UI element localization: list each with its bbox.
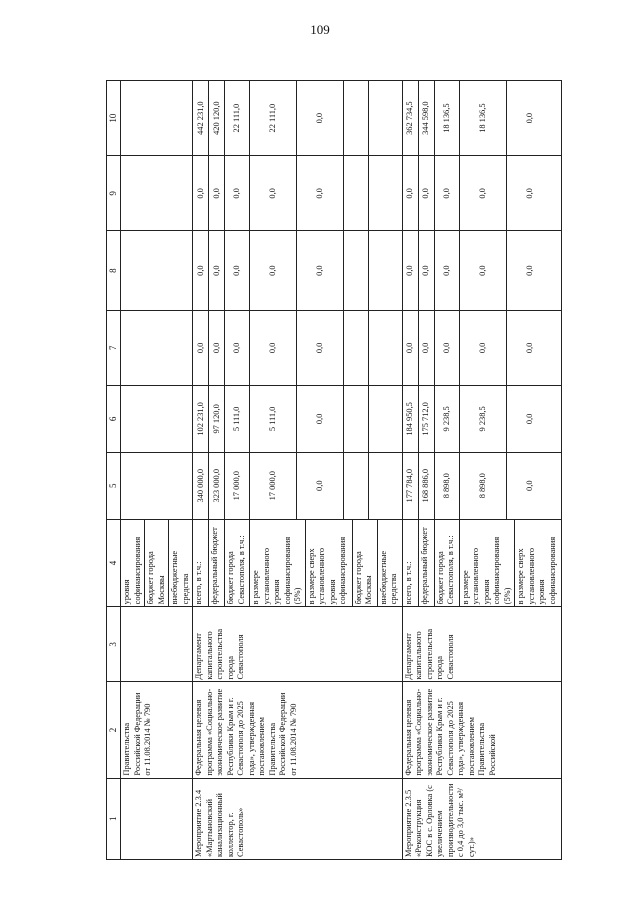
- funding-value: 0,0: [418, 311, 434, 385]
- funding-value: 18 136,5: [459, 81, 506, 155]
- cont-empty: [121, 81, 193, 156]
- funding-value: [369, 156, 394, 230]
- funding-value: 0,0: [225, 231, 250, 309]
- funding-value: 0,0: [524, 342, 534, 354]
- cont-program: Правительства Российской Федерации от 11.08.2014 № 790: [121, 682, 193, 778]
- funding-value: 420 120,0: [209, 81, 225, 155]
- header-row: [107, 81, 121, 860]
- funding-value: 18 136,5: [434, 81, 459, 155]
- funding-value: 0,0: [403, 231, 419, 309]
- funding-value: 0,0: [209, 231, 225, 309]
- funding-value: 17 000,0: [250, 453, 297, 519]
- funding-value: 0,0: [193, 231, 209, 309]
- funding-value: 0,0: [297, 156, 344, 230]
- measure-row: [193, 81, 403, 860]
- funding-value: 0,0: [225, 156, 250, 230]
- cont-sources: [121, 519, 193, 607]
- responsible-department: Департамент капитального строительства города Севастополя: [193, 607, 403, 682]
- funding-value: [344, 311, 369, 385]
- source-label: бюджет города Москвы: [145, 520, 169, 607]
- funding-value: 0,0: [193, 156, 209, 230]
- funding-value: 0,0: [209, 156, 225, 230]
- cont-col1: [121, 778, 193, 859]
- funding-source: в размере установленного уровня софинансирования (5%): [459, 520, 515, 607]
- funding-value: 0,0: [297, 81, 344, 155]
- value-col: [402, 231, 562, 310]
- funding-value: 0,0: [297, 311, 344, 385]
- funding-value: 8 898,0: [459, 453, 506, 519]
- funding-value: [369, 311, 394, 385]
- source-col: [402, 519, 562, 607]
- funding-value: 340 000,0: [193, 453, 209, 519]
- funding-value: 0,0: [434, 156, 459, 230]
- funding-value: 0,0: [524, 265, 534, 276]
- value-col: [402, 310, 562, 385]
- funding-value: 9 238,5: [434, 386, 459, 452]
- value-col: [193, 310, 403, 385]
- funding-source: федеральный бюджет: [209, 520, 225, 607]
- continuation-row: [121, 81, 193, 860]
- measure-title: Мероприятие 2.3.5 «Реконструкция КОС в с. Орловка (с увеличением производительности с 0,4 до 3,0 тыс. м³/сут.)»: [402, 778, 562, 859]
- funding-value: 0,0: [459, 311, 506, 385]
- funding-value: 0,0: [418, 156, 434, 230]
- funding-value: 177 784,0: [403, 453, 419, 519]
- funding-value: 0,0: [403, 311, 419, 385]
- funding-value: 102 231,0: [193, 386, 209, 452]
- funding-source: бюджет города Севастополя, в т.ч.:: [225, 520, 250, 607]
- funding-value: 5 111,0: [250, 386, 297, 452]
- source-label: уровня софинансирования: [121, 520, 145, 607]
- header-cell: 10: [107, 81, 121, 156]
- source-col: [193, 519, 403, 607]
- funding-value: 0,0: [193, 311, 209, 385]
- funding-source: в размере установленного уровня софинансирования (5%): [250, 520, 306, 607]
- header-cell: 1: [107, 778, 121, 859]
- funding-value: [344, 453, 369, 519]
- funding-value: 0,0: [297, 231, 344, 309]
- cont-empty: [121, 156, 193, 231]
- header-cell: 8: [107, 231, 121, 310]
- program-name: Федеральная целевая программа «Социально-экономическое развитие Республики Крым и г. Севастополя до 2025 года», утвержденная постановлением Правительства Российской Федерации от 11.08.2014 № 790: [193, 682, 403, 778]
- funding-value: 323 000,0: [209, 453, 225, 519]
- value-col: [193, 231, 403, 310]
- funding-value: [344, 156, 369, 230]
- cont-col3: [121, 607, 193, 682]
- funding-value: 442 231,0: [193, 81, 209, 155]
- funding-value: [369, 453, 394, 519]
- funding-value: 0,0: [225, 311, 250, 385]
- responsible-department: Департамент капитального строительства города Севастополя: [402, 607, 562, 682]
- header-cell: 7: [107, 310, 121, 385]
- cont-empty: [121, 310, 193, 385]
- header-cell: 2: [107, 682, 121, 778]
- source-label: внебюджетные средства: [170, 550, 190, 605]
- funding-value: 344 598,0: [418, 81, 434, 155]
- funding-source: всего, в т.ч.:: [403, 520, 419, 607]
- funding-value: [369, 386, 394, 452]
- funding-source: в размере сверх установленного уровня софинансирования: [516, 536, 557, 605]
- measure-title: Мероприятие 2.3.4 «Мартыновский канализационный коллектор, г. Севастополь»: [193, 778, 403, 859]
- funding-value: 5 111,0: [225, 386, 250, 452]
- header-cell: 6: [107, 385, 121, 452]
- header-cell: 4: [107, 519, 121, 607]
- funding-value: 8 898,0: [434, 453, 459, 519]
- funding-value: 0,0: [524, 480, 534, 491]
- value-col: [193, 452, 403, 519]
- funding-value: 0,0: [459, 156, 506, 230]
- funding-value: 22 111,0: [225, 81, 250, 155]
- funding-source: федеральный бюджет: [418, 520, 434, 607]
- value-col: [402, 156, 562, 231]
- cont-empty: [121, 452, 193, 519]
- funding-source: всего, в т.ч.:: [193, 520, 209, 607]
- funding-value: 0,0: [524, 188, 534, 199]
- funding-value: 0,0: [403, 156, 419, 230]
- funding-source: в размере сверх установленного уровня софинансирования: [305, 520, 352, 607]
- funding-value: [369, 231, 394, 309]
- value-col: [402, 81, 562, 156]
- funding-value: 0,0: [524, 413, 534, 425]
- funding-value: [344, 386, 369, 452]
- funding-table: [106, 80, 562, 860]
- funding-value: 97 120,0: [209, 386, 225, 452]
- funding-value: 0,0: [418, 231, 434, 309]
- cont-empty: [121, 385, 193, 452]
- funding-source: бюджет города Севастополя, в т.ч.:: [434, 520, 459, 607]
- funding-value: 0,0: [434, 311, 459, 385]
- value-col: [193, 385, 403, 452]
- cont-empty: [121, 231, 193, 310]
- funding-value: 362 734,5: [403, 81, 419, 155]
- measure-row: [402, 81, 562, 860]
- funding-value: 0,0: [434, 231, 459, 309]
- funding-value: 0,0: [209, 311, 225, 385]
- value-col: [193, 156, 403, 231]
- funding-value: 0,0: [250, 311, 297, 385]
- value-col: [402, 452, 562, 519]
- funding-value: 0,0: [250, 156, 297, 230]
- header-cell: 5: [107, 452, 121, 519]
- program-name: Федеральная целевая программа «Социально-экономическое развитие Республики Крым и г. Севастополя до 2025 года», утвержденная постановлением Правительства Российской: [402, 682, 562, 778]
- rotated-table-wrapper: [106, 80, 626, 860]
- funding-value: 17 000,0: [225, 453, 250, 519]
- funding-value: [369, 81, 394, 155]
- funding-value: 175 712,0: [418, 386, 434, 452]
- funding-value: 168 886,0: [418, 453, 434, 519]
- funding-source: внебюджетные средства: [378, 550, 399, 605]
- funding-value: 0,0: [297, 386, 344, 452]
- value-col: [193, 81, 403, 156]
- page-number: 109: [310, 22, 330, 37]
- funding-source: бюджет города Москвы: [352, 520, 377, 607]
- value-col: [402, 385, 562, 452]
- funding-value: [344, 231, 369, 309]
- funding-value: 184 950,5: [403, 386, 419, 452]
- funding-value: 0,0: [459, 231, 506, 309]
- funding-value: [344, 81, 369, 155]
- funding-value: 0,0: [250, 231, 297, 309]
- funding-value: 0,0: [297, 453, 344, 519]
- funding-value: 0,0: [524, 112, 534, 124]
- funding-value: 9 238,5: [459, 386, 506, 452]
- header-cell: 9: [107, 156, 121, 231]
- funding-value: 22 111,0: [250, 81, 297, 155]
- header-cell: 3: [107, 607, 121, 682]
